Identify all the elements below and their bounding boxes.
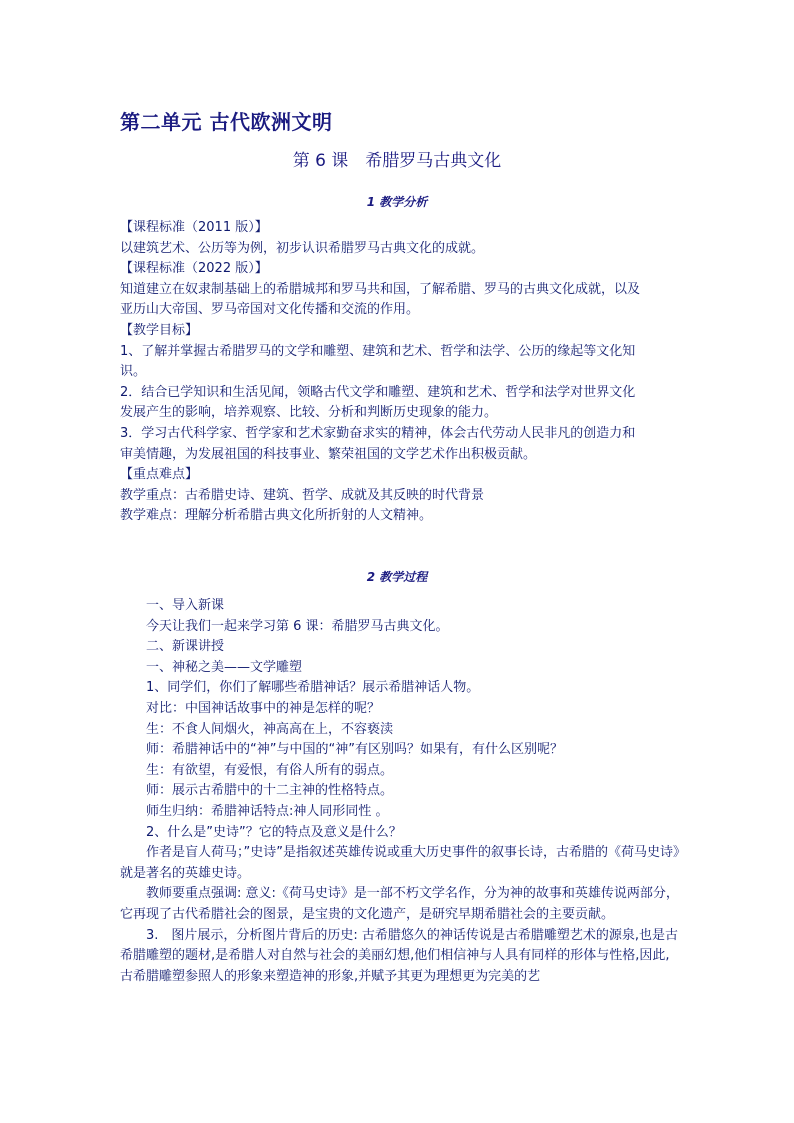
text-line: 【课程标准（2011 版）】 — [120, 220, 268, 235]
text-line: 对比：中国神话故事中的神是怎样的呢？ — [146, 700, 381, 716]
text-line: 知道建立在奴隶制基础上的希腊城邦和罗马共和国，了解希腊、罗马的古典文化成就，以及 — [120, 281, 641, 297]
text-line: 【课程标准（2022 版）】 — [120, 261, 268, 277]
text-line: 【教学目标】 — [120, 322, 199, 338]
section-heading-analysis: 1 教学分析 — [366, 195, 428, 209]
text-line: 2、什么是”史诗”？它的特点及意义是什么？ — [146, 824, 402, 840]
unit-title: 第二单元 古代欧洲文明 — [120, 110, 333, 134]
analysis-section — [120, 218, 680, 527]
paragraph: 3. 图片展示，分析图片背后的历史: 古希腊悠久的神话传说是古希腊雕塑艺术的源泉,也是古希腊雕塑的题材,是希腊人对自然与社会的美丽幻想,他们相信神与人具有同样的形体与性格,因此,古希腊雕塑参照人的形象来塑造神的形象,并赋予其更为理想更为完美的艺 — [120, 927, 679, 984]
text-line: 今天让我们一起来学习第 6 课：希腊罗马古典文化。 — [146, 618, 449, 634]
text-line: 2．结合已学知识和生活见闻，领略古代文学和雕塑、建筑和艺术、哲学和法学对世界文化 — [120, 384, 636, 400]
text-line: 师：展示古希腊中的十二主神的性格特点。 — [146, 783, 394, 799]
text-line: 亚历山大帝国、罗马帝国对文化传播和交流的作用。 — [120, 302, 420, 318]
paragraph: 教师要重点强调: 意义:《荷马史诗》是一部不朽文学名作，分为神的故事和英雄传说两部分，它再现了古代希腊社会的图景，是宝贵的文化遗产，是研究早期希腊社会的主要贡献。 — [120, 886, 679, 922]
section-heading-process: 2 教学过程 — [366, 570, 428, 584]
text-line: 师：希腊神话中的“神”与中国的“神”有区别吗？如果有，有什么区别呢？ — [146, 742, 563, 758]
text-line: 1、了解并掌握古希腊罗马的文学和雕塑、建筑和艺术、哲学和法学、公历的缘起等文化知 — [120, 343, 636, 359]
text-line: 审美情趣，为发展祖国的科技事业、繁荣祖国的文学艺术作出积极贡献。 — [120, 446, 537, 462]
text-line: 以建筑艺术、公历等为例，初步认识希腊罗马古典文化的成就。 — [120, 240, 485, 256]
text-line: 识。 — [120, 364, 147, 380]
paragraph: 作者是盲人荷马；”史诗”是指叙述英雄传说或重大历史事件的叙事长诗，古希腊的《荷马史诗》就是著名的英雄史诗。 — [120, 845, 680, 881]
text-line: 3．学习古代科学家、哲学家和艺术家勤奋求实的精神，体会古代劳动人民非凡的创造力和 — [120, 425, 636, 441]
text-line: 教学难点：理解分析希腊古典文化所折射的人文精神。 — [120, 508, 433, 524]
text-line: 【重点难点】 — [120, 467, 199, 483]
text-line: 二、新课讲授 — [146, 639, 225, 655]
text-line: 发展产生的影响，培养观察、比较、分析和判断历史现象的能力。 — [120, 405, 498, 421]
text-line: 生：有欲望，有爱恨，有俗人所有的弱点。 — [146, 762, 394, 778]
text-line: 一、导入新课 — [146, 598, 225, 613]
lesson-title: 第 6 课 希腊罗马古典文化 — [292, 151, 502, 171]
process-section — [120, 596, 680, 987]
text-line: 教学重点：古希腊史诗、建筑、哲学、成就及其反映的时代背景 — [120, 487, 485, 503]
text-line: 师生归纳：希腊神话特点:神人同形同性 。 — [146, 803, 389, 819]
text-line: 一、神秘之美——文学雕塑 — [146, 659, 303, 675]
text-line: 1、同学们，你们了解哪些希腊神话？展示希腊神话人物。 — [146, 680, 480, 696]
text-line: 生：不食人间烟火，神高高在上，不容亵渎 — [146, 721, 394, 737]
